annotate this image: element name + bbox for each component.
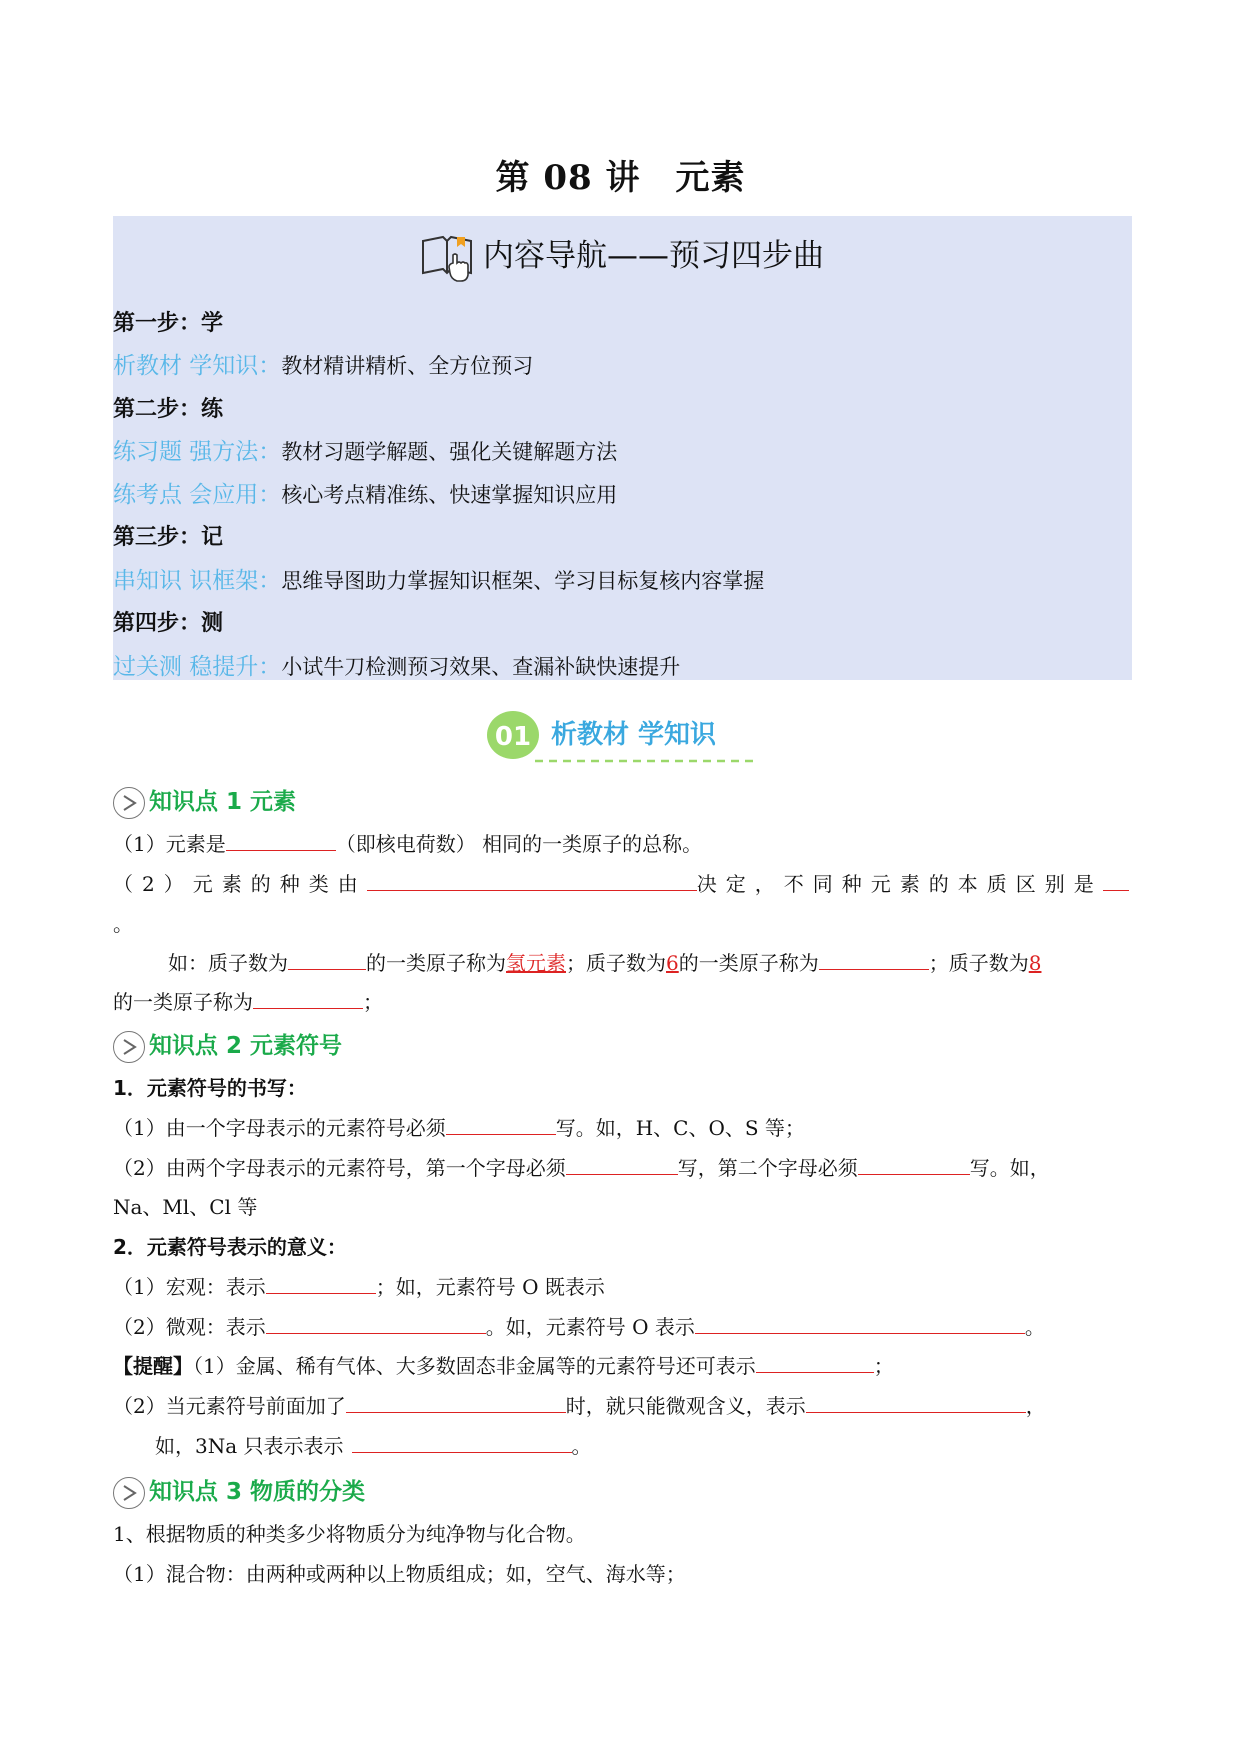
fill-blank[interactable]: [446, 1116, 556, 1135]
kp2-heading: [113, 1027, 342, 1063]
kp2-subhead-1: 1．元素符号的书写：: [113, 1076, 307, 1100]
answer-text: 氢元素: [506, 951, 566, 975]
step-2: 第二步：练: [113, 397, 224, 422]
arrow-circle-icon: [113, 1477, 145, 1509]
kp2-line-2: [113, 1152, 1050, 1181]
fill-blank[interactable]: [266, 1315, 486, 1334]
text: ；质子数为: [928, 951, 1029, 975]
step-3: 第三步：记: [113, 525, 224, 550]
nav-row-key: 练考点 会应用：: [113, 482, 282, 508]
fill-blank[interactable]: [266, 1275, 376, 1294]
answer-text: 6: [666, 951, 679, 975]
kp1-line-2-end: 。: [113, 912, 133, 936]
fill-blank[interactable]: [819, 951, 929, 970]
fill-blank[interactable]: [858, 1156, 970, 1175]
arrow-circle-icon: [113, 787, 145, 819]
text: （1）由一个字母表示的元素符号必须: [113, 1116, 446, 1140]
kp2-line-4: [113, 1271, 605, 1300]
nav-row-key: 串知识 识框架：: [113, 568, 282, 594]
kp3-line-1: 1、根据物质的种类多少将物质分为纯净物与化合物。: [113, 1522, 586, 1546]
kp1-line-3: [168, 947, 1041, 976]
fill-blank[interactable]: [806, 1394, 1026, 1413]
text: （1）宏观：表示: [113, 1275, 266, 1299]
text: ；如，元素符号 O 既表示: [375, 1275, 605, 1299]
kp1-line-2: [113, 868, 1129, 897]
reminder-label: 【提醒】: [113, 1354, 193, 1378]
fill-blank[interactable]: [346, 1394, 566, 1413]
text: 如：质子数为: [168, 951, 288, 975]
kp2-line-7: [113, 1390, 1046, 1419]
kp2-line-1: [113, 1112, 805, 1141]
text: 的一类原子称为: [366, 951, 506, 975]
kp2-line-6: [113, 1350, 894, 1379]
text: 写，第二个字母必须: [677, 1156, 858, 1180]
kp3-heading: [113, 1473, 365, 1509]
text: ；质子数为: [566, 951, 666, 975]
fill-blank[interactable]: [367, 872, 697, 891]
text: 的一类原子称为: [678, 951, 819, 975]
text: 的一类原子称为: [113, 990, 253, 1014]
nav-row-key: 练习题 强方法：: [113, 439, 282, 465]
kp2-line-8: [155, 1430, 592, 1459]
text: ；: [363, 990, 383, 1014]
text: ；: [873, 1354, 894, 1378]
kp2-line-5: [113, 1311, 1045, 1340]
kp1-line-4: [113, 986, 383, 1015]
section-badge: [485, 705, 765, 765]
nav-heading-text: 内容导航——预习四步曲: [483, 238, 824, 274]
answer-text: 8: [1028, 951, 1042, 975]
fill-blank[interactable]: [226, 832, 336, 851]
book-pointer-icon: [417, 233, 477, 283]
kp3-heading-text: 知识点 3 物质的分类: [149, 1479, 366, 1505]
nav-row-3: [113, 476, 617, 509]
text: 。: [1024, 1315, 1045, 1339]
text: 写。如，H、C、O、S 等；: [555, 1116, 805, 1140]
kp2-line-3: Na、Ml、Cl 等: [113, 1195, 258, 1219]
nav-row-value: 核心考点精准练、快速掌握知识应用: [281, 483, 618, 507]
nav-row-2: [113, 433, 617, 466]
fill-blank[interactable]: [756, 1354, 874, 1373]
text: 写。如，: [969, 1156, 1050, 1180]
badge-number: 01: [494, 722, 532, 752]
text: 。: [571, 1434, 592, 1458]
nav-row-value: 小试牛刀检测预习效果、查漏补缺快速提升: [281, 655, 681, 679]
step-1: 第一步：学: [113, 311, 224, 336]
nav-row-key: 析教材 学知识：: [113, 353, 282, 379]
fill-blank[interactable]: [566, 1156, 678, 1175]
fill-blank[interactable]: [1103, 872, 1129, 891]
nav-row-value: 教材精讲精析、全方位预习: [281, 354, 534, 378]
badge-label: 析教材 学知识: [551, 720, 717, 750]
text: （2）由两个字母表示的元素符号，第一个字母必须: [113, 1156, 566, 1180]
nav-row-4: [113, 562, 764, 595]
text: 。如，元素符号 O 表示: [485, 1315, 695, 1339]
nav-row-value: 教材习题学解题、强化关键解题方法: [281, 440, 618, 464]
kp2-subhead-2: 2．元素符号表示的意义：: [113, 1235, 347, 1259]
step-4: 第四步：测: [113, 611, 224, 636]
kp1-heading: [113, 783, 296, 819]
nav-row-value: 思维导图助力掌握知识框架、学习目标复核内容掌握: [281, 569, 765, 593]
text: （1）金属、稀有气体、大多数固态非金属等的元素符号还可表示: [193, 1354, 756, 1378]
text: 如，3Na 只表示表示: [155, 1434, 344, 1458]
fill-blank[interactable]: [352, 1434, 572, 1453]
kp2-heading-text: 知识点 2 元素符号: [149, 1033, 343, 1059]
kp3-line-2: （1）混合物：由两种或两种以上物质组成；如，空气、海水等；: [113, 1562, 686, 1586]
fill-blank[interactable]: [253, 990, 363, 1009]
nav-heading: [0, 230, 1241, 283]
text: （2）微观：表示: [113, 1315, 266, 1339]
page-title: 第 08 讲 元素: [495, 158, 746, 198]
text: 决定，不同种元素的本质区别是: [696, 872, 1103, 896]
fill-blank[interactable]: [288, 951, 366, 970]
arrow-circle-icon: [113, 1031, 145, 1063]
text: ，: [1025, 1394, 1046, 1418]
nav-row-key: 过关测 稳提升：: [113, 654, 282, 680]
kp1-line-1: [113, 828, 702, 857]
text: （2）元素的种类由: [113, 872, 367, 896]
fill-blank[interactable]: [695, 1315, 1025, 1334]
text: （1）元素是: [113, 832, 226, 856]
nav-row-5: [113, 648, 680, 681]
text: （即核电荷数） 相同的一类原子的总称。: [335, 832, 703, 856]
text: （2）当元素符号前面加了: [113, 1394, 346, 1418]
kp1-heading-text: 知识点 1 元素: [149, 789, 297, 815]
text: 时，就只能微观含义，表示: [565, 1394, 806, 1418]
nav-row-1: [113, 347, 533, 380]
